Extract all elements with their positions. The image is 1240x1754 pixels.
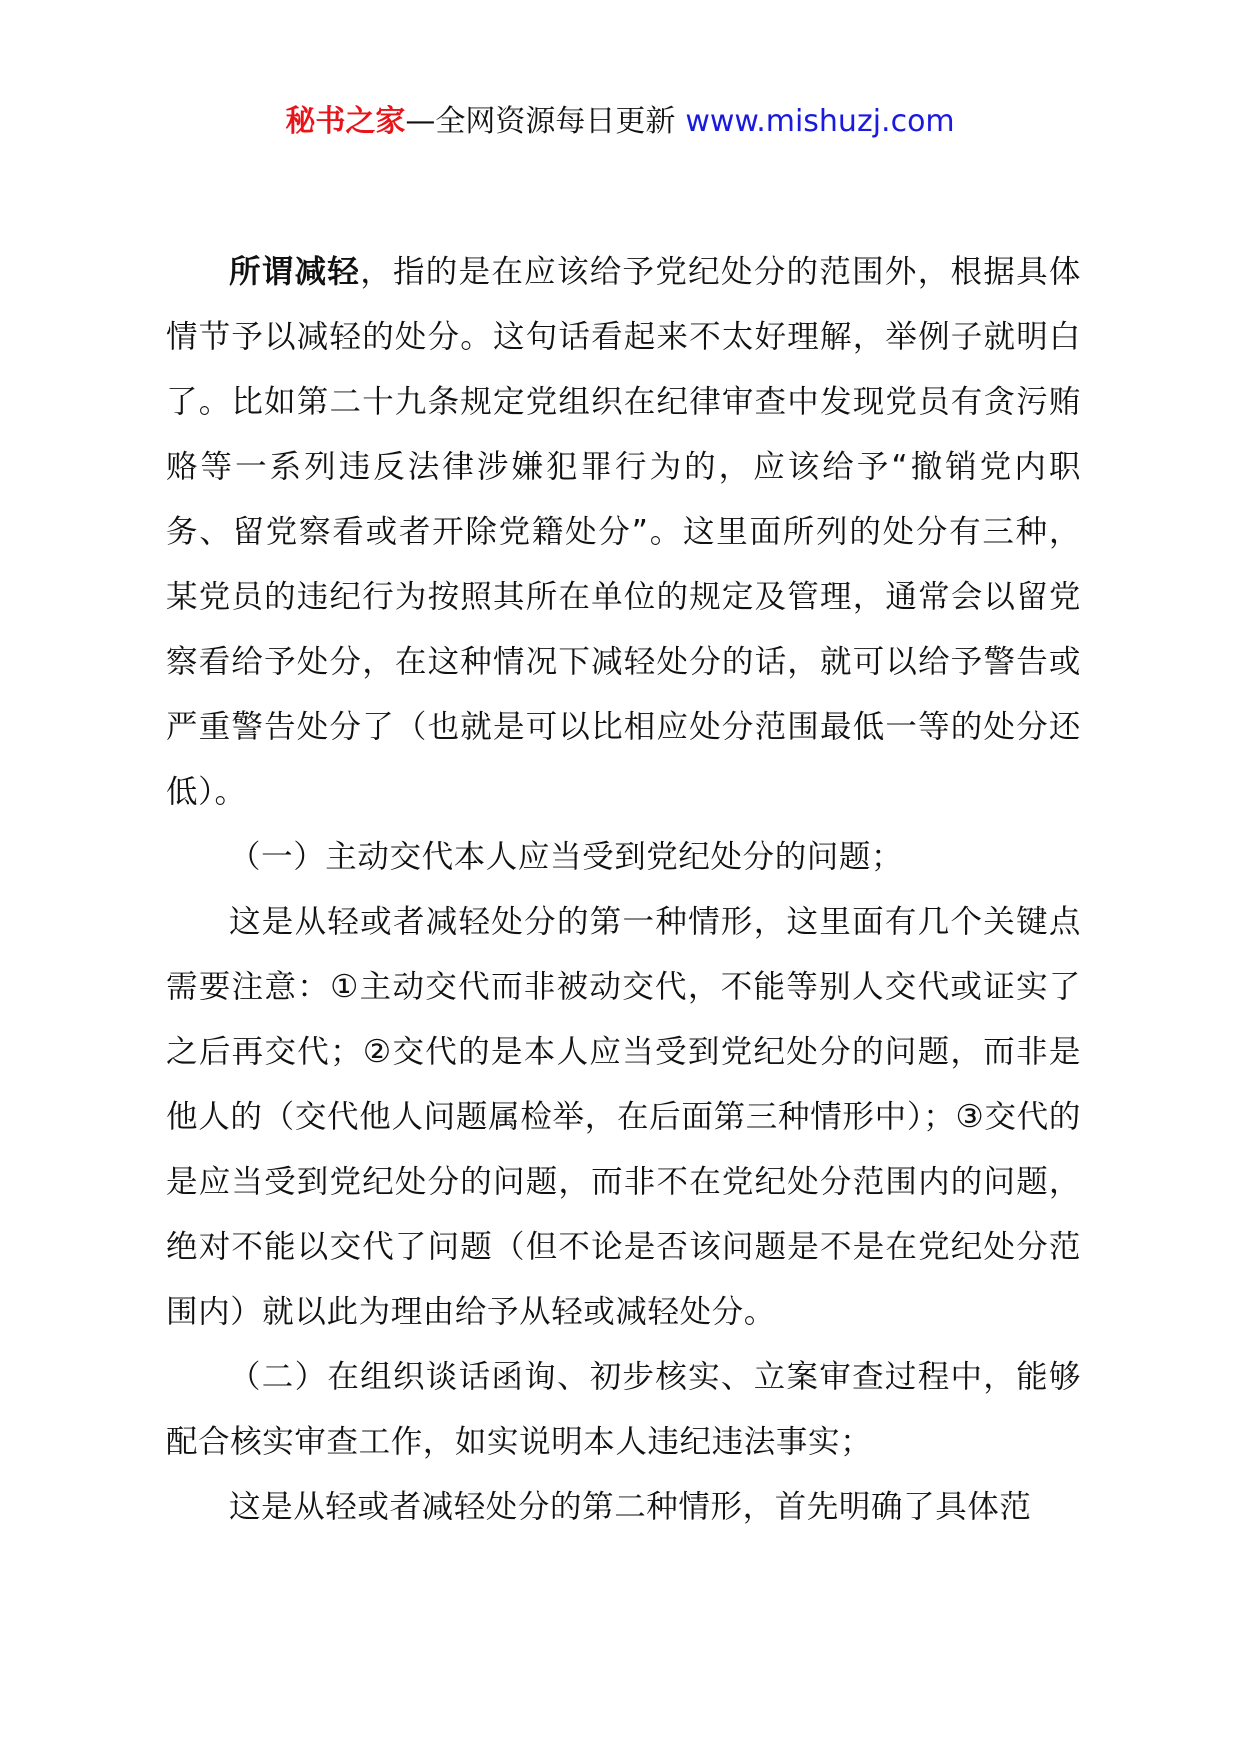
site-url-link[interactable]: www.mishuzj.com: [685, 104, 955, 139]
paragraph-case-2: [166, 1475, 1081, 1540]
page-header: [0, 100, 1240, 144]
paragraph-case-1: [166, 890, 1081, 1345]
paragraph-lead-term: 所谓减轻: [229, 254, 361, 290]
document-body: [166, 240, 1081, 1540]
paragraph-text: （一）主动交代本人应当受到党纪处分的问题；: [229, 839, 904, 875]
section-heading-2: [166, 1345, 1081, 1475]
section-heading-1: [166, 825, 1081, 890]
site-tagline: —全网资源每日更新: [405, 104, 676, 139]
paragraph-text: ，指的是在应该给予党纪处分的范围外，根据具体情节予以减轻的处分。这句话看起来不太好理解，举例子就明白了。比如第二十九条规定党组织在纪律审查中发现党员有贪污贿赂等一系列违反法律涉嫌犯罪行为的，应该给予“撤销党内职务、留党察看或者开除党籍处分”。这里面所列的处分有三种，某党员的违纪行为按照其所在单位的规定及管理，通常会以留党察看给予处分，在这种情况下减轻处分的话，就可以给予警告或严重警告处分了（也就是可以比相应处分范围最低一等的处分还低）。: [166, 254, 1081, 810]
paragraph-text: 这是从轻或者减轻处分的第一种情形，这里面有几个关键点需要注意：①主动交代而非被动交代，不能等别人交代或证实了之后再交代；②交代的是本人应当受到党纪处分的问题，而非是他人的（交代他人问题属检举，在后面第三种情形中）；③交代的是应当受到党纪处分的问题，而非不在党纪处分范围内的问题，绝对不能以交代了问题（但不论是否该问题是不是在党纪处分范围内）就以此为理由给予从轻或减轻处分。: [166, 904, 1081, 1330]
paragraph-text: （二）在组织谈话函询、初步核实、立案审查过程中，能够配合核实审查工作，如实说明本人违纪违法事实；: [166, 1359, 1081, 1460]
site-name: 秘书之家: [285, 104, 406, 139]
paragraph-text: 这是从轻或者减轻处分的第二种情形，首先明确了具体范: [229, 1489, 1032, 1525]
paragraph-definition: [166, 240, 1081, 825]
